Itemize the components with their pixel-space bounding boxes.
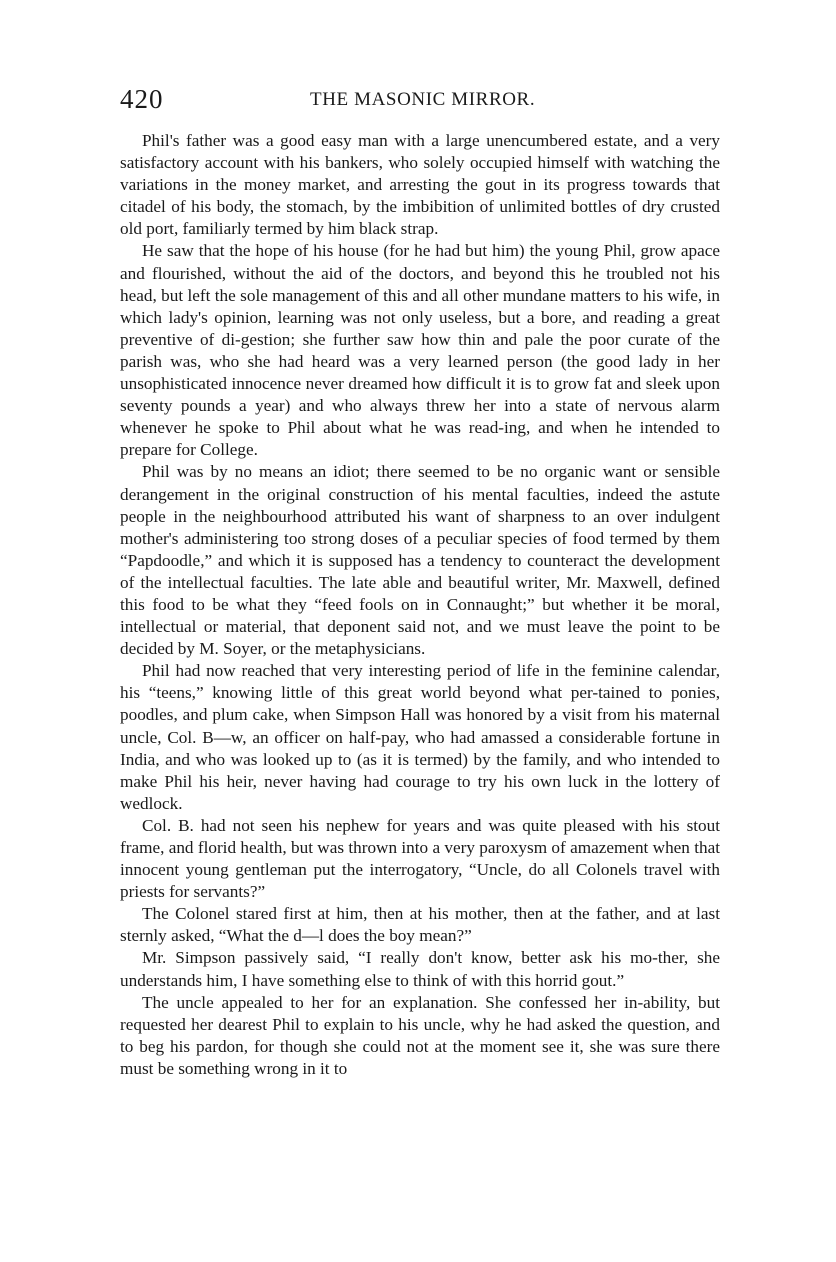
page-number: 420 — [120, 84, 164, 114]
body-text — [120, 130, 720, 1080]
running-title: THE MASONIC MIRROR. — [310, 89, 536, 110]
paragraph: The Colonel stared first at him, then at his mother, then at the father, and at last sternly asked, “What the d—l does the boy mean?” — [120, 904, 720, 946]
paragraph: Phil's father was a good easy man with a large unencumbered estate, and a very satisfactory account with his bankers, who solely occupied himself with watching the variations in the money market, and arresting the gout in its progress towards that citadel of his body, the stomach, by the imbibition of unlimited bottles of dry crusted old port, familiarly termed by him black strap. — [120, 131, 720, 239]
paragraph: Mr. Simpson passively said, “I really don't know, better ask his mo-ther, she understands him, I have something else to think of with this horrid gout.” — [120, 948, 720, 990]
paragraph: The uncle appealed to her for an explanation. She confessed her in-ability, but requested her dearest Phil to explain to his uncle, why he had asked the question, and to beg his pardon, for though she could not at the moment see it, she was sure there must be something wrong in it to — [120, 992, 720, 1078]
paragraph: Col. B. had not seen his nephew for years and was quite pleased with his stout frame, and florid health, but was thrown into a very paroxysm of amazement when that innocent young gentleman put the interrogatory, “Uncle, do all Colonels travel with priests for servants?” — [120, 815, 720, 902]
paragraph: Phil had now reached that very interesting period of life in the feminine calendar, his “teens,” knowing little of this great world beyond what per-tained to ponies, poodles, and plum cake, when Simpson Hall was honored by a visit from his maternal uncle, Col. B—w, an officer on half-pay, who had amassed a considerable fortune in India, and who was looked up to (as it is termed) by the family, and who intended to make Phil his heir, never having had courage to try his own luck in the lottery of wedlock. — [120, 661, 720, 813]
paragraph: Phil was by no means an idiot; there seemed to be no organic want or sensible derangement in the original construction of his mental faculties, indeed the astute people in the neighbourhood attributed his want of sharpness to an over indulgent mother's administering too strong doses of a peculiar species of food termed by them “Papdoodle,” and which it is supposed has a tendency to counteract the development of the intellectual faculties. The late able and beautiful writer, Mr. Maxwell, defined this food to be what they “feed fools on in Connaught;” but whether it be moral, intellectual or material, that deponent said not, and we must leave the point to be decided by M. Soyer, or the metaphysicians. — [120, 462, 720, 659]
page-header — [120, 84, 720, 120]
paragraph: He saw that the hope of his house (for he had but him) the young Phil, grow apace and flourished, without the aid of the doctors, and beyond this he troubled not his head, but left the sole management of this and all other mundane matters to his wife, in which lady's opinion, learning was not only useless, but a bore, and reading a great preventive of di-gestion; she further saw how thin and pale the poor curate of the parish was, who she had heard was a very learned person (the good lady in her unsophisticated innocence never dreamed how difficult it is to grow fat and sleek upon seventy pounds a year) and who always threw her into a state of nervous alarm whenever he spoke to Phil about what he was read-ing, and when he intended to prepare for College. — [120, 241, 720, 460]
